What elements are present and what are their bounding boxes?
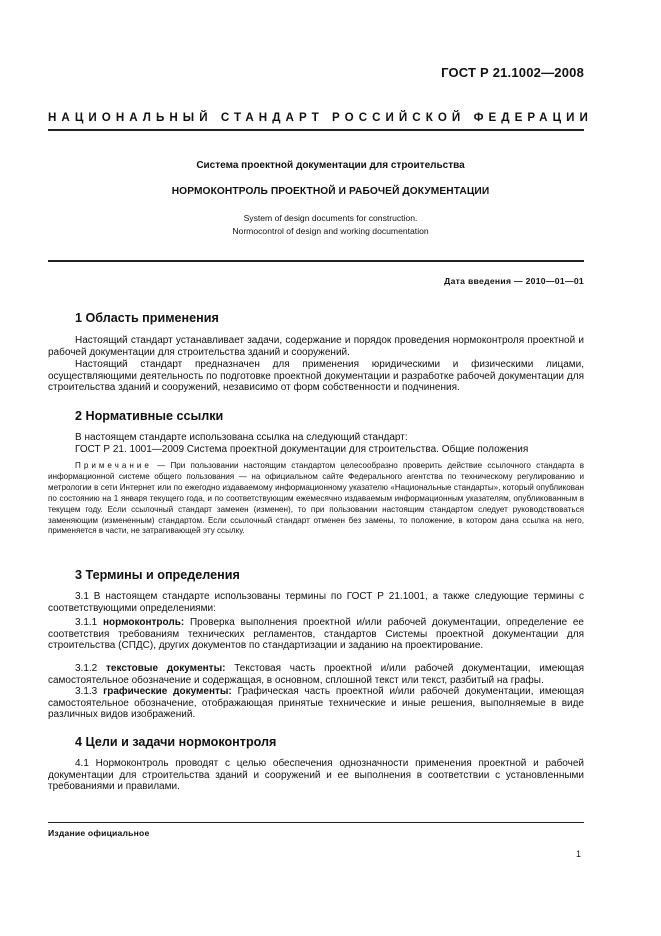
- national-standard-banner: [48, 111, 593, 124]
- section3-para1: 3.1 В настоящем стандарте использованы термины по ГОСТ Р 21.1001, а также следующие термины с соответствующими определениями:: [48, 591, 584, 614]
- footer-divider: [48, 822, 584, 823]
- note-label: Примечание: [75, 461, 152, 470]
- section3-heading: 3 Термины и определения: [75, 568, 240, 582]
- edition-label: Издание официальное: [48, 828, 150, 838]
- section4-para1: 4.1 Нормоконтроль проводят с целью обеспечения однозначности применения проектной и рабочей документации для строительства зданий и сооружений и ее выполнения в соответствии с установленными требованиями и правилами.: [48, 758, 584, 793]
- term-graphic-documents: 3.1.3 графические документы: Графическая часть проектной и/или рабочей документации, имеющая самостоятельное обозначение, отображающая принятые технические и иные решения, выполняемые в виде различных видов изображений.: [48, 686, 584, 721]
- term-graphic-documents-label: графические документы:: [103, 686, 232, 697]
- section2-note: [48, 461, 584, 537]
- top-divider: [48, 129, 584, 131]
- section2-para1: В настоящем стандарте использована ссылка на следующий стандарт:: [75, 432, 408, 443]
- term-text-documents: 3.1.2 текстовые документы: Текстовая часть проектной и/или рабочей документации, имеющая самостоятельное обозначение и содержащая, в основном, сплошной текст или текст, разбитый на графы.: [48, 663, 585, 686]
- term-normocontrol-label: нормоконтроль:: [103, 617, 185, 628]
- section1-heading: 1 Область применения: [75, 311, 219, 325]
- section4-heading: 4 Цели и задачи нормоконтроля: [75, 735, 277, 749]
- document-title: НОРМОКОНТРОЛЬ ПРОЕКТНОЙ И РАБОЧЕЙ ДОКУМЕНТАЦИИ: [171, 186, 490, 197]
- note-text: — При пользовании настоящим стандартом целесообразно проверить действие ссылочного стандарта в информационной системе общего пользования — на официальном сайте Федерального агентства по техническому регулированию и метрологии в сети Интернет или по ежегодно издаваемому информационному указателю «Национальные стандарты», который опубликован по состоянию на 1 января текущего года, и по соответствующим ежемесячно издаваемым информационным указателям, опубликованным в текущем году. Если ссылочный стандарт заменен (изменен), то при пользовании настоящим стандартом следует руководствоваться заменяющим (измененным) стандартом. Если ссылочный стандарт отменен без замены, то положение, в котором дана ссылка на него, применяется в части, не затрагивающей эту ссылку.: [48, 461, 584, 536]
- system-title: Система проектной документации для строительства: [196, 160, 465, 171]
- english-title-line1: System of design documents for construction.: [243, 213, 418, 223]
- intro-date: Дата введения — 2010—01—01: [444, 276, 584, 286]
- section1-para1: Настоящий стандарт устанавливает задачи, содержание и порядок проведения нормоконтроля проектной и рабочей документации для строительства зданий и сооружений.: [48, 335, 584, 358]
- section2-para2: ГОСТ Р 21. 1001—2009 Система проектной документации для строительства. Общие положения: [75, 444, 529, 455]
- section1-para2: Настоящий стандарт предназначен для применения юридическими и физическими лицами, осуществляющими деятельность по подготовке проектной документации и разработке рабочей документации для строительства зданий и сооружений, независимо от форм собственности и подчинения.: [48, 359, 584, 394]
- national-standard-title: НАЦИОНАЛЬНЫЙ СТАНДАРТ РОССИЙСКОЙ ФЕДЕРАЦИИ: [48, 111, 593, 124]
- term-normocontrol: 3.1.1 нормоконтроль: Проверка выполнения проектной и/или рабочей документации, определение ее соответствия требованиям технических регламентов, стандартов Системы проектной документации для строительства (СПДС), других документов по стандартизации и заданию на проектирование.: [48, 617, 584, 652]
- term-text-documents-label: текстовые документы:: [106, 663, 226, 674]
- page-number: 1: [575, 849, 581, 859]
- standard-number: ГОСТ Р 21.1002—2008: [441, 65, 584, 80]
- english-title-line2: Normocontrol of design and working documentation: [232, 226, 429, 236]
- title-divider: [48, 260, 584, 262]
- section2-heading: 2 Нормативные ссылки: [75, 409, 224, 423]
- english-title: [0, 212, 661, 238]
